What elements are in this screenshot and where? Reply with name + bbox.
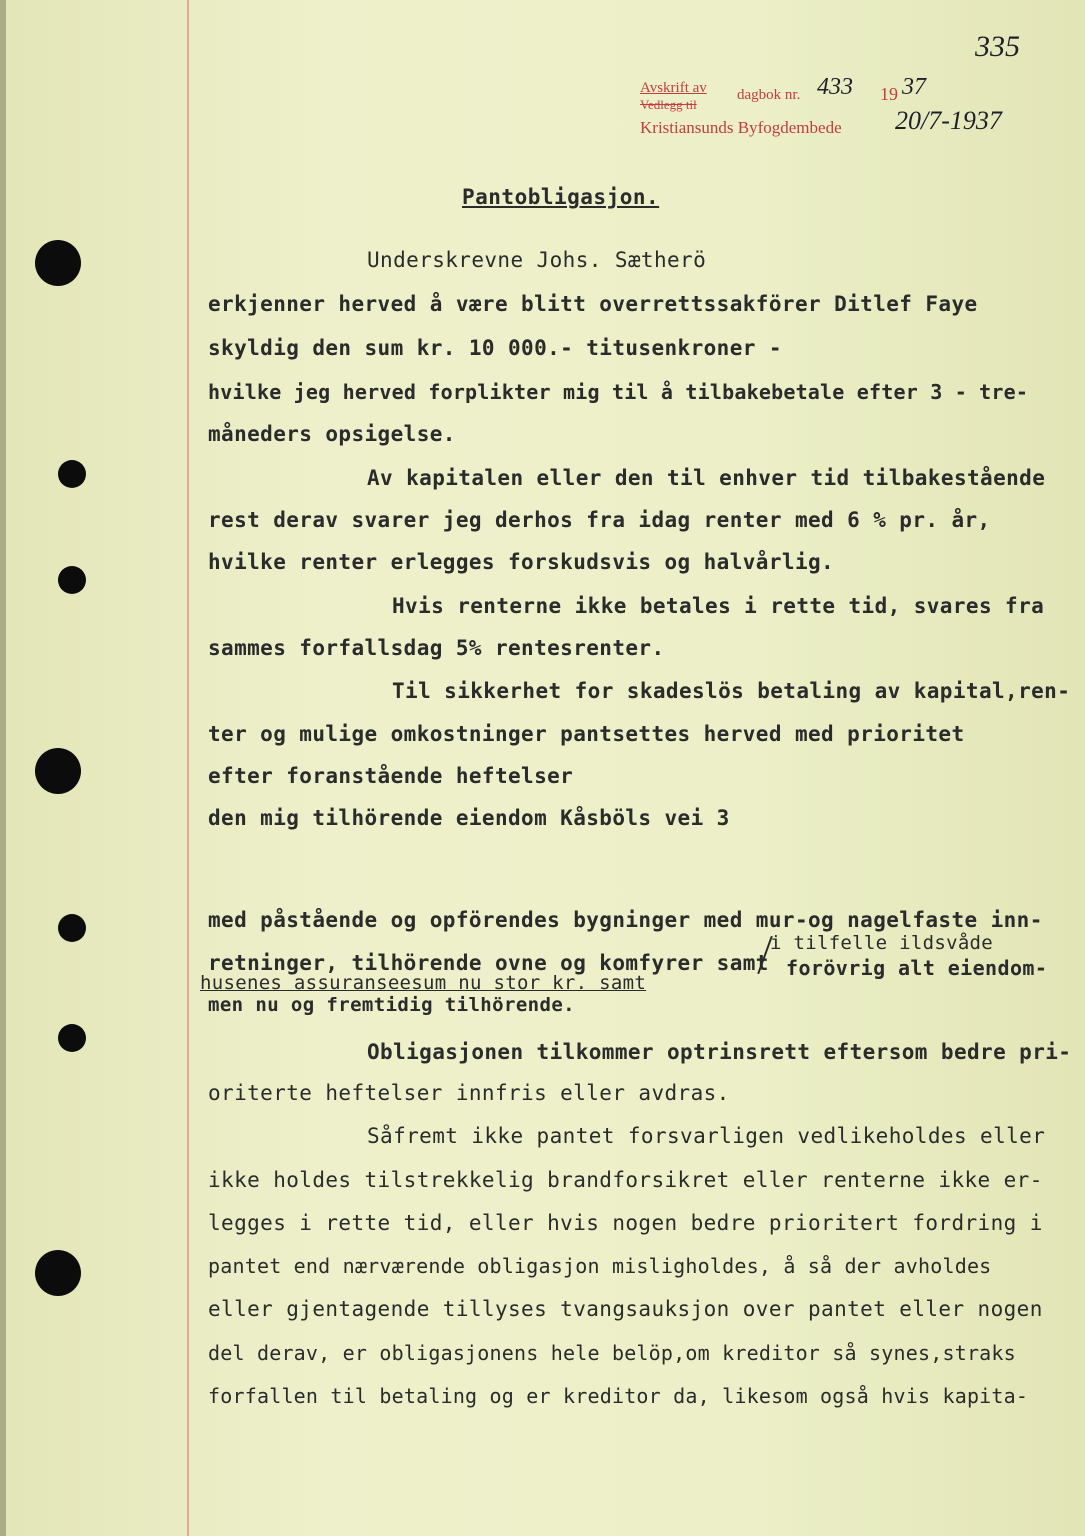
stamp-date: 20/7-1937 xyxy=(895,106,1002,135)
stamp-dagbok: dagbok nr. xyxy=(737,87,801,103)
text-line: med påstående og opförendes bygninger med mur-og nagelfaste inn- xyxy=(208,908,1043,932)
text-line: retninger, tilhörende ovne og komfyrer samt xyxy=(208,951,769,975)
text-line: eller gjentagende tillyses tvangsauksjon over pantet eller nogen xyxy=(208,1297,1043,1321)
text-line: Obligasjonen tilkommer optrinsrett eftersom bedre pri- xyxy=(367,1040,1072,1064)
text-line: ikke holdes tilstrekkelig brandforsikret eller renterne ikke er- xyxy=(208,1168,1043,1192)
punch-hole xyxy=(35,748,81,794)
handwritten-insert-below: husenes assuranseesum nu stor kr. samt xyxy=(200,972,647,994)
page-edge xyxy=(0,0,6,1536)
text-line: skyldig den sum kr. 10 000.- titusenkroner - xyxy=(208,336,782,360)
margin-rule xyxy=(187,0,189,1536)
punch-hole xyxy=(58,460,86,488)
text-line: ter og mulige omkostninger pantsettes herved med prioritet xyxy=(208,722,965,746)
dagbok-number: 433 xyxy=(817,74,853,100)
text-line: legges i rette tid, eller hvis nogen bedre prioritert fordring i xyxy=(208,1211,1043,1235)
text-line: den mig tilhörende eiendom Kåsböls vei 3 xyxy=(208,806,730,830)
document-title: Pantobligasjon. xyxy=(462,185,660,209)
text-line: Til sikkerhet for skadeslös betaling av kapital,ren- xyxy=(392,679,1071,703)
stamp-vedlegg: Vedlegg til xyxy=(640,97,697,112)
text-line: forövrig alt eiendom- xyxy=(786,956,1048,980)
punch-hole xyxy=(58,914,86,942)
stamp-office: Kristiansunds Byfogdembede xyxy=(640,118,842,137)
text-line: men nu og fremtidig tilhörende. xyxy=(208,994,576,1016)
text-line: erkjenner herved å være blitt overrettssakförer Ditlef Faye xyxy=(208,292,978,316)
text-line: hvilke jeg herved forplikter mig til å tilbakebetale efter 3 - tre- xyxy=(208,380,1029,404)
text-line: del derav, er obligasjonens hele belöp,om kreditor så synes,straks xyxy=(208,1341,1016,1365)
text-line: Hvis renterne ikke betales i rette tid, svares fra xyxy=(392,594,1045,618)
stamp-year: 19 xyxy=(880,84,898,104)
text-line: Av kapitalen eller den til enhver tid tilbakestående xyxy=(367,466,1046,490)
punch-hole xyxy=(35,1250,81,1296)
text-line: forfallen til betaling og er kreditor da, likesom også hvis kapita- xyxy=(208,1384,1029,1408)
text-line: Såfremt ikke pantet forsvarligen vedlikeholdes eller xyxy=(367,1124,1046,1148)
text-line: efter foranstående heftelser xyxy=(208,764,574,788)
stamp-avskrift: Avskrift av xyxy=(640,80,707,96)
text-line: hvilke renter erlegges forskudsvis og halvårlig. xyxy=(208,550,835,574)
text-line: Underskrevne Johs. Sætherö xyxy=(367,248,707,272)
text-line: rest derav svarer jeg derhos fra idag renter med 6 % pr. år, xyxy=(208,508,991,532)
handwritten-insert-above: i tilfelle ildsvåde xyxy=(770,932,994,954)
text-line: pantet end nærværende obligasjon misligholdes, å så der avholdes xyxy=(208,1254,992,1278)
punch-hole xyxy=(35,240,81,286)
page-number: 335 xyxy=(975,30,1020,63)
text-line: sammes forfallsdag 5% rentesrenter. xyxy=(208,636,665,660)
text-line: måneders opsigelse. xyxy=(208,422,456,446)
stamp-year-hand: 37 xyxy=(902,74,926,100)
punch-hole xyxy=(58,566,86,594)
text-line: oriterte heftelser innfris eller avdras. xyxy=(208,1081,730,1105)
punch-hole xyxy=(58,1024,86,1052)
